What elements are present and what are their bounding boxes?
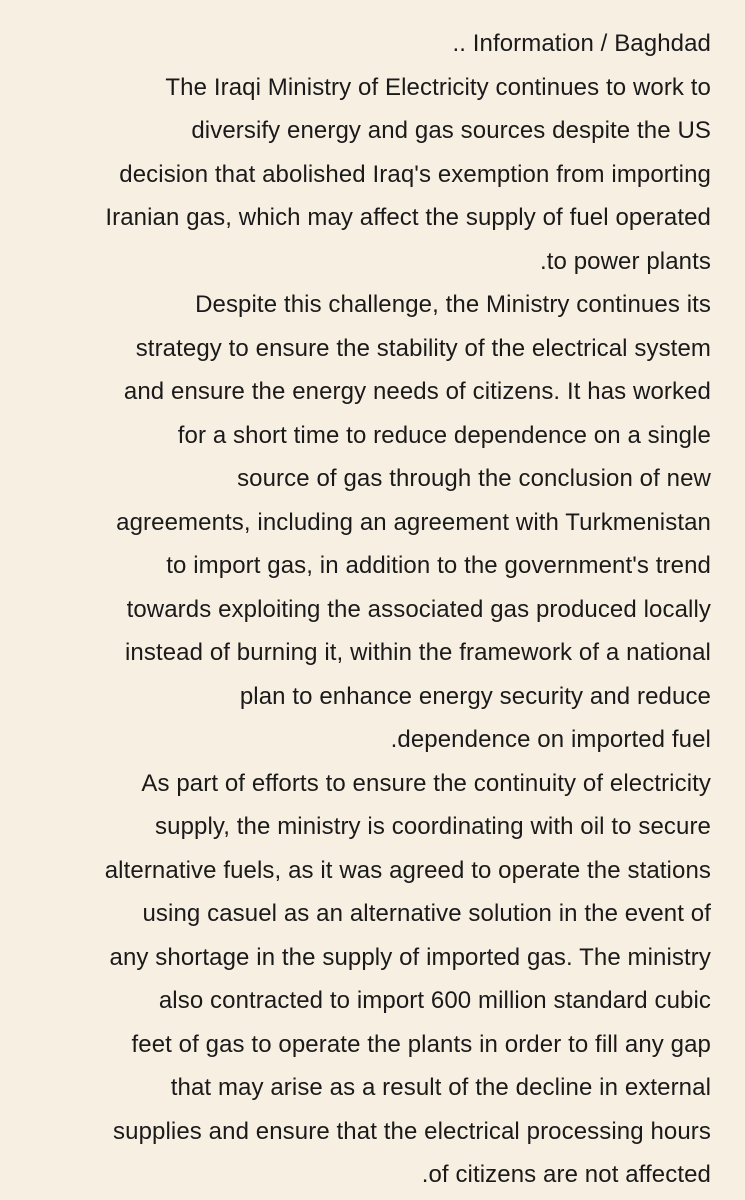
- text-line: decision that abolished Iraq's exemption from importing: [119, 160, 711, 188]
- text-line: As part of efforts to ensure the continuity of electricity: [141, 769, 711, 797]
- text-line: Iranian gas, which may affect the supply of fuel operated: [105, 204, 711, 231]
- text-line: using casuel as an alternative solution in the event of: [142, 900, 711, 927]
- text-line: alternative fuels, as it was agreed to operate the stations: [104, 856, 711, 884]
- text-line: also contracted to import 600 million standard cubic: [158, 987, 711, 1014]
- text-line: .of citizens are not affected: [421, 1161, 711, 1188]
- text-line: agreements, including an agreement with Turkmenistan: [116, 508, 711, 536]
- text-line: instead of burning it, within the framework of a national: [124, 639, 711, 666]
- text-line: supplies and ensure that the electrical processing hours: [113, 1117, 711, 1145]
- text-line: towards exploiting the associated gas produced locally: [126, 595, 711, 623]
- text-line: that may arise as a result of the decline in external: [170, 1074, 711, 1101]
- text-line: any shortage in the supply of imported gas. The ministry: [109, 943, 711, 971]
- text-line: Despite this challenge, the Ministry continues its: [195, 291, 711, 318]
- text-line: strategy to ensure the stability of the electrical system: [135, 334, 711, 362]
- text-line: .dependence on imported fuel: [390, 726, 711, 753]
- text-line: plan to enhance energy security and reduce: [239, 682, 711, 710]
- text-line: to import gas, in addition to the government's trend: [166, 552, 711, 579]
- text-line: supply, the ministry is coordinating with oil to secure: [155, 813, 711, 840]
- text-line: source of gas through the conclusion of new: [237, 465, 711, 492]
- text-line: .to power plants: [539, 247, 711, 275]
- text-line: and ensure the energy needs of citizens. It has worked: [123, 378, 711, 405]
- dateline: .. Information / Baghdad: [452, 30, 711, 57]
- text-line: feet of gas to operate the plants in order to fill any gap: [131, 1030, 711, 1058]
- text-line: for a short time to reduce dependence on a single: [177, 421, 711, 449]
- text-line: The Iraqi Ministry of Electricity continues to work to: [165, 73, 711, 101]
- text-line: diversify energy and gas sources despite the US: [191, 117, 711, 144]
